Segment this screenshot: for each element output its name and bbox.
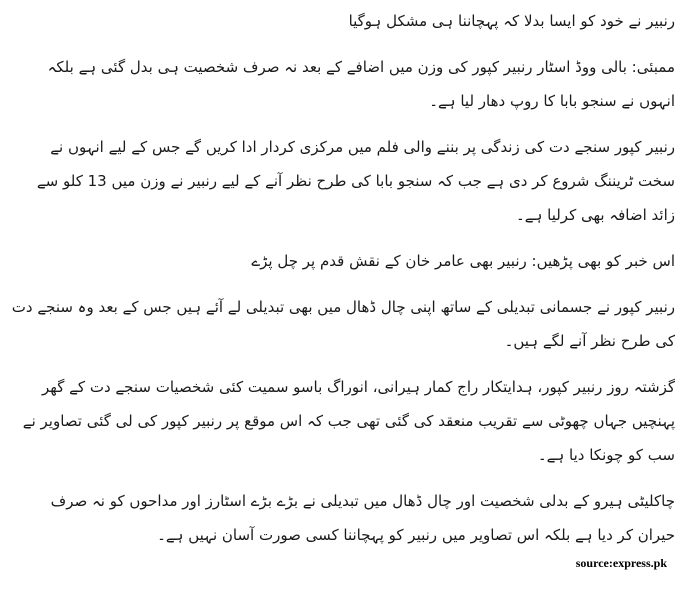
paragraph-related: اس خبر کو بھی پڑھیں: رنبیر بھی عامر خان کے نقش قدم پر چل پڑے xyxy=(251,252,675,270)
paragraph-transformation: رنبیر کپور نے جسمانی تبدیلی کے ساتھ اپنی چال ڈھال میں بھی تبدیلی لے آئے ہیں جس کے بعد وہ سنجے دت کی طرح نظر آنے لگے ہیں۔ xyxy=(11,298,675,350)
article-headline: رنبیر نے خود کو ایسا بدلا کہ پہچاننا ہی مشکل ہوگیا xyxy=(348,12,675,30)
paragraph-intro: ممبئی: بالی ووڈ اسٹار رنبیر کپور کی وزن میں اضافے کے بعد نہ صرف شخصیت ہی بدل گئی ہے بلکہ انہوں نے سنجو بابا کا روپ دھار لیا ہے۔ xyxy=(47,58,675,110)
paragraph-event: گزشتہ روز رنبیر کپور، ہدایتکار راج کمار ہیرانی، انوراگ باسو سمیت کئی شخصیات سنجے دت کے گھر پہنچیں جہاں چھوٹی سے تقریب منعقد کی گئی تھی جب کہ اس موقع پر رنبیر کپور کی لی گئی تصاویر نے سب کو چونکا دیا ہے۔ xyxy=(22,378,675,464)
paragraph-role: رنبیر کپور سنجے دت کی زندگی پر بننے والی فلم میں مرکزی کردار ادا کریں گے جس کے لیے انہوں نے سخت ٹریننگ شروع کر دی ہے جب کہ سنجو بابا کی طرح نظر آنے کے لیے رنبیر نے وزن میں 13 کلو سے زائد اضافہ بھی کرلیا ہے۔ xyxy=(36,138,675,224)
source-credit: source:express.pk xyxy=(575,556,667,570)
paragraph-conclusion: چاکلیٹی ہیرو کے بدلی شخصیت اور چال ڈھال میں تبدیلی نے بڑے بڑے اسٹارز اور مداحوں کو نہ صرف حیران کر دیا ہے بلکہ اس تصاویر میں رنبیر کو پہچاننا کسی صورت آسان نہیں ہے۔ xyxy=(50,492,675,544)
article-body xyxy=(10,6,675,564)
